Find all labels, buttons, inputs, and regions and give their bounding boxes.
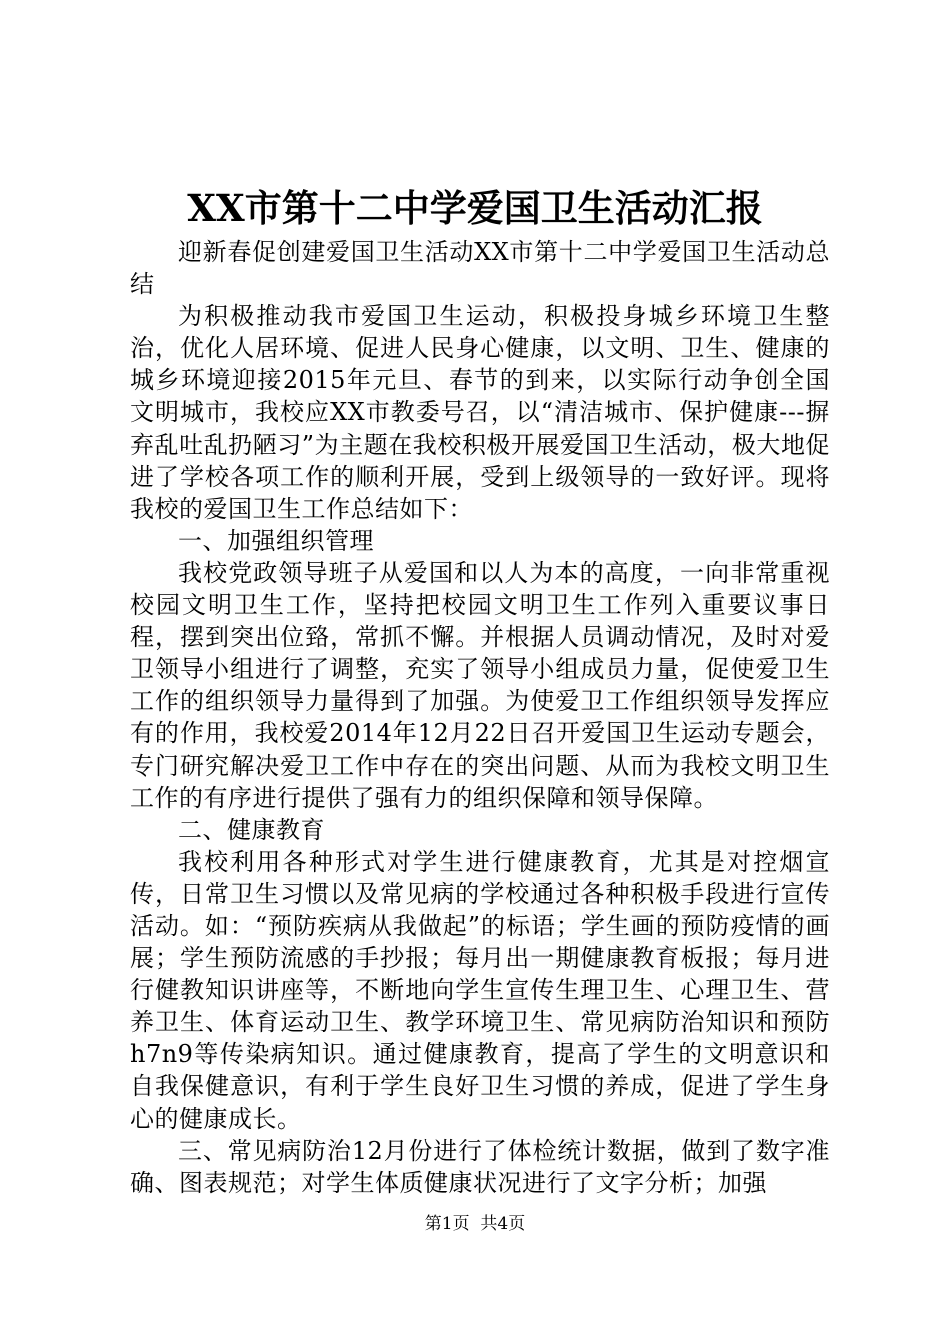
document-title: XX市第十二中学爱国卫生活动汇报: [187, 186, 763, 230]
page-footer: [0, 1212, 950, 1236]
section-heading-organization: 一、加强组织管理: [178, 526, 374, 555]
paragraph-organization: 我校党政领导班子从爱国和以人为本的高度，一向非常重视校园文明卫生工作，坚持把校园文明卫生工作列入重要议事日程，摆到突出位臵，常抓不懈。并根据人员调动情况，及时对爱卫领导小组进行了调整，充实了领导小组成员力量，促使爱卫生工作的组织领导力量得到了加强。为使爱卫工作组织领导发挥应有的作用，我校爱2014年12月22日召开爱国卫生运动专题会，专门研究解决爱卫工作中存在的突出问题、从而为我校文明卫生工作的有序进行提供了强有力的组织保障和领导保障。: [130, 558, 830, 812]
document-body: [130, 236, 830, 1199]
page-total: 共4页: [480, 1214, 526, 1234]
paragraph-disease-prevention: 三、常见病防治12月份进行了体检统计数据，做到了数字准确、图表规范；对学生体质健康状况进行了文字分析；加强: [130, 1136, 830, 1197]
section-heading-health-education: 二、健康教育: [178, 815, 325, 844]
paragraph-health-education: 我校利用各种形式对学生进行健康教育，尤其是对控烟宣传，日常卫生习惯以及常见病的学校通过各种积极手段进行宣传活动。如：“预防疾病从我做起”的标语；学生画的预防疫情的画展；学生预防流感的手抄报；每月出一期健康教育板报；每月进行健教知识讲座等，不断地向学生宣传生理卫生、心理卫生、营养卫生、体育运动卫生、教学环境卫生、常见病防治知识和预防h7n9等传染病知识。通过健康教育，提高了学生的文明意识和自我保健意识，有利于学生良好卫生习惯的养成，促进了学生身心的健康成长。: [130, 847, 830, 1133]
paragraph-intro: 为积极推动我市爱国卫生运动，积极投身城乡环境卫生整治，优化人居环境、促进人民身心健康，以文明、卫生、健康的城乡环境迎接2015年元旦、春节的到来，以实际行动争创全国文明城市，我校应XX市教委号召，以“清洁城市、保护健康---摒弃乱吐乱扔陋习”为主题在我校积极开展爱国卫生活动，极大地促进了学校各项工作的顺利开展，受到上级领导的一致好评。现将我校的爱国卫生工作总结如下：: [130, 302, 830, 523]
page-number: 第1页: [424, 1214, 470, 1234]
paragraph-subtitle: 迎新春促创建爱国卫生活动XX市第十二中学爱国卫生活动总结: [130, 238, 830, 299]
